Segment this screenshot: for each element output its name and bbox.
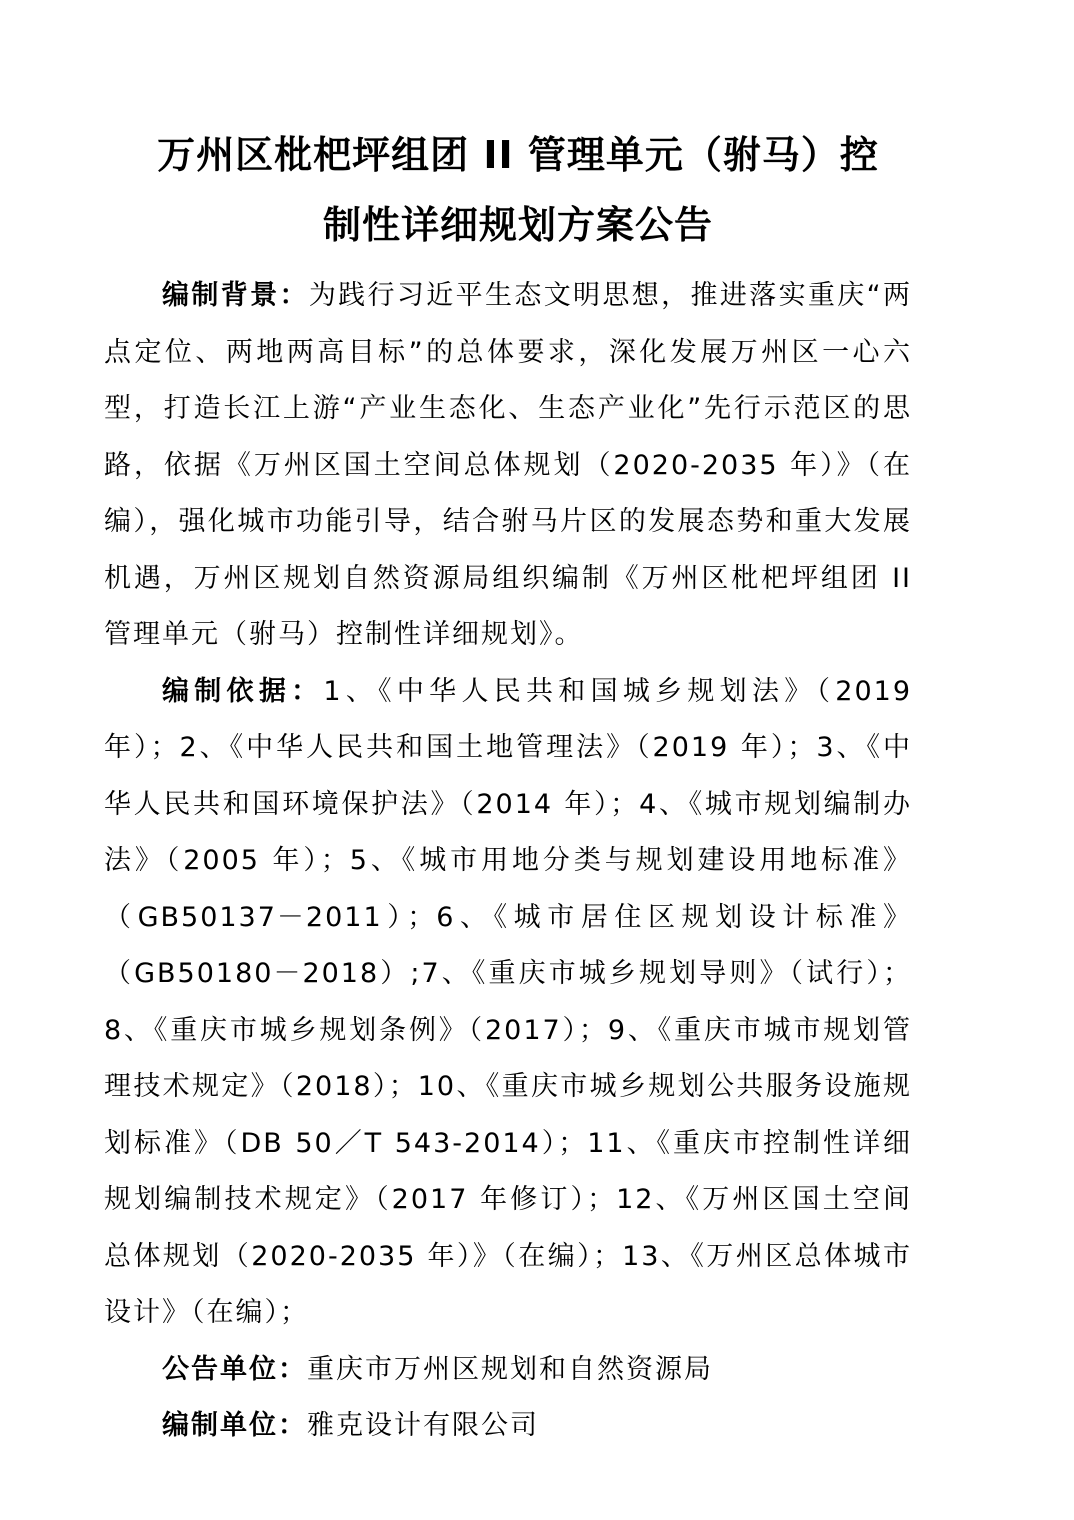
background-text: 为践行习近平生态文明思想，推进落实重庆“两点定位、两地两高目标”的总体要求，深化发展万州区一心六型，打造长江上游“产业生态化、生态产业化”先行示范区的思路，依据《万州区国土空间总体规划（2020-2035 年）》（在编），强化城市功能引导，结合驸马片区的发展态势和重大发展机遇，万州区规划自然资源局组织编制《万州区枇杷坪组团 II 管理单元（驸马）控制性详细规划》。 [104, 280, 912, 650]
basis-label: 编制依据： [162, 675, 324, 707]
compiler-label: 编制单位： [162, 1410, 307, 1441]
compiler-value: 雅克设计有限公司 [307, 1410, 539, 1441]
background-paragraph [104, 268, 912, 664]
basis-text: 1、《中华人民共和国城乡规划法》（2019 年）；2、《中华人民共和国土地管理法》（2019 年）；3、《中华人民共和国环境保护法》（2014 年）；4、《城市规划编制办法》（2005 年）；5、《城市用地分类与规划建设用地标准》（GB50137－2011）；6、《城市居住区规划设计标准》（GB50180－2018）;7、《重庆市城乡规划导则》（试行）；8、《重庆市城乡规划条例》（2017）；9、《重庆市城市规划管理技术规定》（2018）；10、《重庆市城乡规划公共服务设施规划标准》（DB 50／T 543-2014）；11、《重庆市控制性详细规划编制技术规定》（2017 年修订）；12、《万州区国土空间总体规划（2020-2035 年）》（在编）；13、《万州区总体城市设计》（在编）； [104, 675, 913, 1328]
title-line-2: 制性详细规划方案公告 [322, 203, 713, 247]
compiler-line [104, 1398, 912, 1455]
document-title [104, 120, 912, 260]
announcer-line [104, 1342, 912, 1399]
announcer-value: 重庆市万州区规划和自然资源局 [307, 1353, 713, 1385]
title-line-1: 万州区枇杷坪组团 II 管理单元（驸马）控 [157, 133, 879, 177]
background-label: 编制背景： [162, 280, 309, 311]
basis-paragraph [104, 664, 912, 1342]
announcer-label: 公告单位： [162, 1353, 307, 1385]
